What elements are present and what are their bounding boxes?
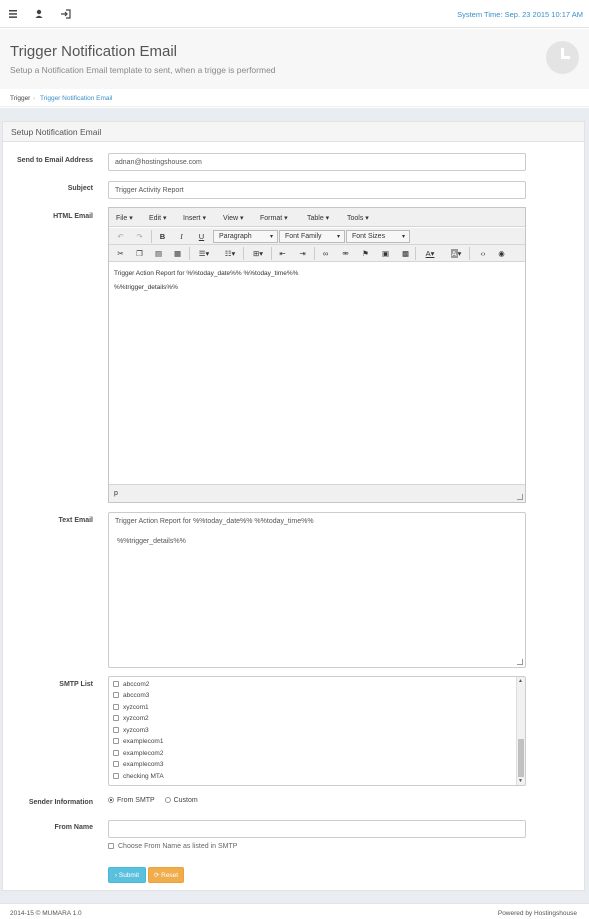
sender-info-label: Sender Information	[28, 799, 93, 806]
toolbar-divider	[314, 247, 315, 260]
menu-tools[interactable]: Tools ▾	[347, 215, 369, 222]
checkbox[interactable]	[113, 681, 119, 687]
panel-title: Setup Notification Email	[11, 127, 102, 137]
editor-menubar	[109, 208, 525, 227]
smtp-item[interactable]: xyzcom3	[113, 727, 149, 737]
user-icon[interactable]	[34, 8, 46, 20]
font-family-select[interactable]: Font Family ▾	[279, 230, 345, 243]
paragraph-select[interactable]: Paragraph ▾	[213, 230, 278, 243]
media-icon[interactable]: ▩	[401, 249, 410, 258]
copy-icon[interactable]: ❐	[136, 249, 143, 258]
bullet-list-icon[interactable]: ☰▾	[198, 249, 210, 258]
menu-table[interactable]: Table ▾	[307, 215, 330, 222]
html-email-label: HTML Email	[53, 213, 93, 220]
preview-icon[interactable]: ◉	[498, 249, 505, 258]
table-icon[interactable]: ⊞▾	[252, 249, 264, 258]
checkbox[interactable]	[113, 727, 119, 733]
toolbar-divider	[469, 247, 470, 260]
page-header	[0, 29, 589, 89]
footer-powered-by: Powered by Hostingshouse	[497, 910, 577, 917]
smtp-item[interactable]: xyzcom1	[113, 704, 149, 714]
smtp-list	[108, 676, 526, 786]
subject-label: Subject	[67, 185, 93, 192]
page-title: Trigger Notification Email	[10, 43, 177, 60]
menu-icon[interactable]	[8, 8, 20, 20]
from-name-label: From Name	[54, 824, 93, 831]
panel-header	[3, 122, 584, 142]
scroll-down-icon[interactable]: ▼	[518, 778, 523, 784]
subject-value: Trigger Activity Report	[115, 187, 184, 194]
radio-from-smtp[interactable]: From SMTP	[108, 797, 155, 804]
email-value: adnan@hostingshouse.com	[115, 159, 202, 166]
checkbox[interactable]	[113, 715, 119, 721]
editor-toolbar-2	[109, 245, 525, 262]
smtp-item[interactable]: xyzcom2	[113, 715, 149, 725]
reset-button[interactable]: ⟳ Reset	[148, 867, 184, 883]
system-time: System Time: Sep. 23 2015 10:17 AM	[457, 10, 583, 19]
top-bar	[0, 0, 589, 28]
undo-icon[interactable]: ↶	[117, 232, 124, 241]
element-path: p	[114, 490, 118, 497]
subject-field[interactable]	[108, 181, 526, 199]
email-field[interactable]	[108, 153, 526, 171]
html-editor[interactable]	[108, 207, 526, 503]
checkbox[interactable]	[113, 761, 119, 767]
source-code-icon[interactable]: ‹›	[480, 249, 486, 258]
breadcrumb-current[interactable]: Trigger Notification Email	[40, 95, 113, 102]
clock-icon	[546, 41, 579, 74]
bookmark-icon[interactable]: ⚑	[362, 249, 369, 258]
unlink-icon[interactable]: ⚮	[342, 249, 349, 258]
cut-icon[interactable]: ✂	[117, 249, 124, 258]
toolbar-divider	[243, 247, 244, 260]
text-email-field[interactable]	[108, 512, 526, 668]
checkbox[interactable]	[113, 704, 119, 710]
text-color-icon[interactable]: A▾	[425, 249, 435, 258]
from-name-field[interactable]	[108, 820, 526, 838]
paste-text-icon[interactable]: ▦	[173, 249, 182, 258]
logout-icon[interactable]	[60, 8, 72, 20]
resize-handle[interactable]	[517, 494, 523, 500]
email-label: Send to Email Address	[17, 157, 93, 164]
checkbox[interactable]	[113, 738, 119, 744]
footer	[0, 903, 589, 919]
link-icon[interactable]: ∞	[322, 249, 329, 258]
editor-toolbar-1	[109, 228, 525, 245]
scroll-up-icon[interactable]: ▲	[518, 678, 523, 684]
breadcrumb	[0, 90, 589, 107]
text-email-line-1: Trigger Action Report for %%today_date%% %%today_time%%	[115, 518, 314, 525]
radio-custom[interactable]: Custom	[165, 797, 198, 804]
smtp-item[interactable]: examplecom1	[113, 738, 163, 748]
editor-line-1: Trigger Action Report for %%today_date%% %%today_time%%	[114, 270, 299, 277]
indent-icon[interactable]: ⇥	[299, 249, 306, 258]
editor-content[interactable]	[109, 263, 525, 485]
italic-icon[interactable]: I	[180, 232, 183, 241]
menu-edit[interactable]: Edit ▾	[149, 215, 167, 222]
numbered-list-icon[interactable]: ☷▾	[224, 249, 236, 258]
smtp-scrollbar[interactable]	[516, 677, 525, 785]
editor-line-2: %%trigger_details%%	[114, 284, 178, 291]
outdent-icon[interactable]: ⇤	[279, 249, 286, 258]
breadcrumb-trigger[interactable]: Trigger	[10, 95, 31, 102]
checkbox[interactable]	[113, 692, 119, 698]
footer-copyright: 2014-15 © MUMARA 1.0	[10, 910, 82, 917]
redo-icon[interactable]: ↷	[136, 232, 143, 241]
radio-button[interactable]	[108, 797, 114, 803]
breadcrumb-separator: ›	[33, 95, 36, 102]
checkbox[interactable]	[108, 843, 114, 849]
submit-button[interactable]: › Submit	[108, 867, 146, 883]
text-email-label: Text Email	[58, 517, 93, 524]
from-name-smtp-option[interactable]: Choose From Name as listed in SMTP	[108, 843, 237, 850]
editor-statusbar	[109, 484, 525, 502]
background-color-icon[interactable]: A▾	[451, 249, 462, 258]
menu-insert[interactable]: Insert ▾	[183, 215, 206, 222]
smtp-item[interactable]: checking MTA	[113, 773, 164, 783]
scroll-thumb[interactable]	[518, 739, 524, 777]
checkbox[interactable]	[113, 750, 119, 756]
paste-icon[interactable]: ▤	[154, 249, 163, 258]
underline-icon[interactable]: U	[198, 232, 205, 241]
resize-handle[interactable]	[517, 659, 523, 665]
menu-file[interactable]: File ▾	[116, 215, 133, 222]
smtp-item[interactable]: examplecom2	[113, 750, 163, 760]
bold-icon[interactable]: B	[159, 232, 166, 241]
toolbar-divider	[189, 247, 190, 260]
toolbar-divider	[415, 247, 416, 260]
menu-view[interactable]: View ▾	[223, 215, 244, 222]
font-sizes-select[interactable]: Font Sizes ▾	[346, 230, 410, 243]
toolbar-divider	[151, 230, 152, 243]
smtp-item[interactable]: examplecom3	[113, 761, 163, 771]
image-icon[interactable]: ▣	[381, 249, 390, 258]
radio-button[interactable]	[165, 797, 171, 803]
page-subtitle: Setup a Notification Email template to sent, when a trigge is performed	[10, 65, 276, 75]
sender-options	[108, 797, 198, 804]
checkbox[interactable]	[113, 773, 119, 779]
smtp-item[interactable]: abccom3	[113, 692, 149, 702]
smtp-list-label: SMTP List	[59, 681, 93, 688]
text-email-line-2: %%trigger_details%%	[115, 538, 186, 545]
smtp-item[interactable]: abccom2	[113, 681, 149, 691]
menu-format[interactable]: Format ▾	[260, 215, 288, 222]
toolbar-divider	[271, 247, 272, 260]
